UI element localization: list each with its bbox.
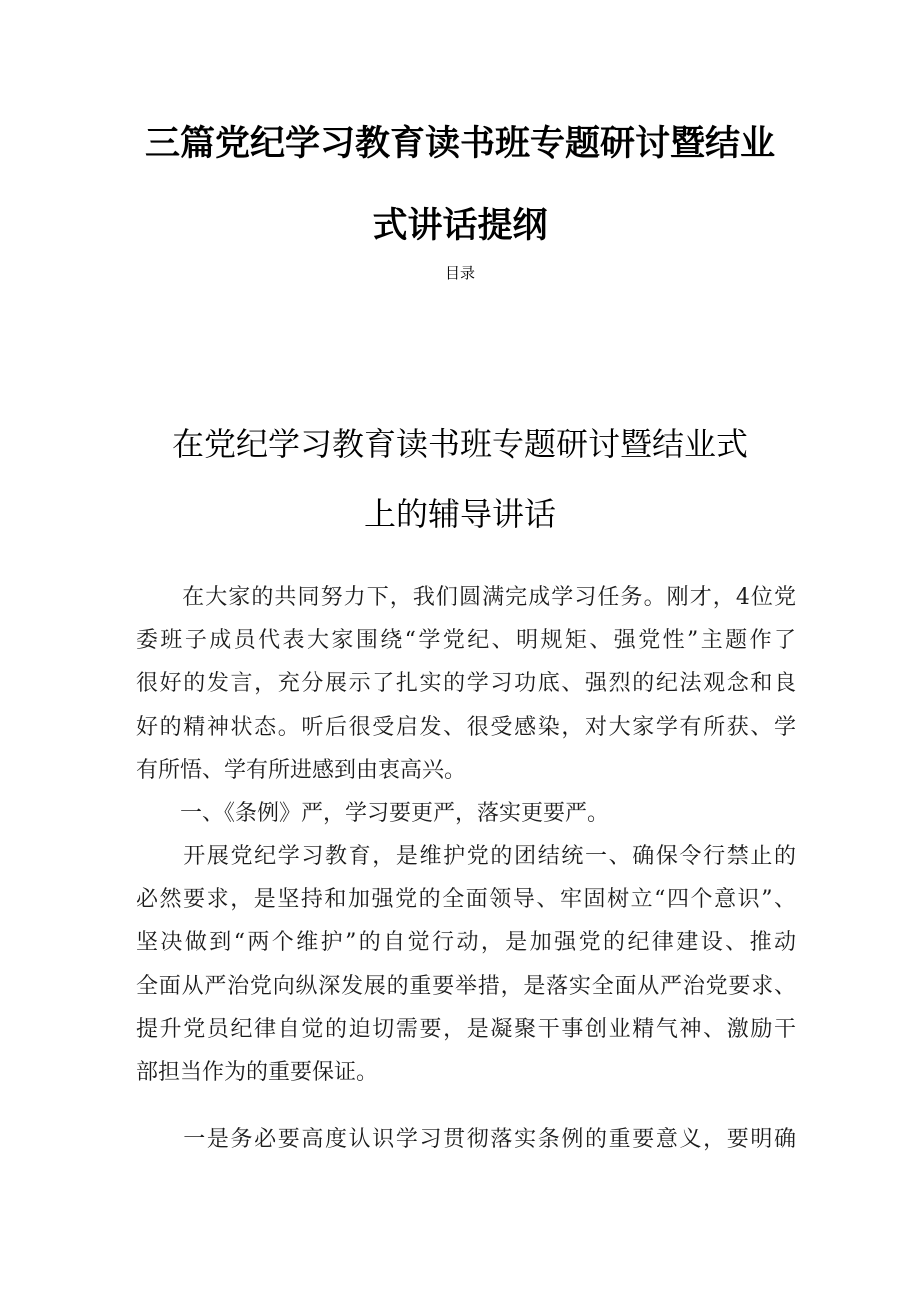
paragraph-line: 很好的发言，充分展示了扎实的学习功底、强烈的纪法观念和良 [136, 671, 796, 697]
paragraph-opening [136, 576, 796, 792]
paragraph-line: 提升党员纪律自觉的迫切需要，是凝聚干事创业精气神、激励干 [136, 1016, 796, 1042]
paragraph-line: 部担当作为的重要保证。 [136, 1059, 379, 1085]
paragraph-line: 全面从严治党向纵深发展的重要举措，是落实全面从严治党要求、 [136, 973, 796, 999]
paragraph-heading-one [136, 792, 796, 835]
paragraph-line: 委班子成员代表大家围绕“学党纪、明规矩、强党性”主题作了 [136, 628, 796, 654]
paragraph-line: 好的精神状态。听后很受启发、很受感染，对大家学有所获、学 [136, 714, 796, 740]
paragraph-line: 坚决做到“两个维护”的自觉行动，是加强党的纪律建设、推动 [136, 930, 796, 956]
section-title-line-2: 上的辅导讲话 [363, 495, 556, 533]
paragraph-line: 一是务必要高度认识学习贯彻落实条例的重要意义，要明确 [136, 1127, 796, 1152]
paragraph-point-one [136, 1118, 796, 1161]
section-title-line-1: 在党纪学习教育读书班专题研讨暨结业式 [171, 425, 748, 463]
document-title-line-1: 三篇党纪学习教育读书班专题研讨暨结业 [144, 124, 775, 164]
paragraph-line: 开展党纪学习教育，是维护党的团结统一、确保令行禁止的 [136, 844, 796, 869]
paragraph-line: 在大家的共同努力下，我们圆满完成学习任务。刚才，4位党 [136, 585, 796, 610]
paragraph-line: 一、《条例》严，学习要更严，落实更要严。 [136, 801, 610, 826]
paragraph-line: 有所悟、学有所进感到由衷高兴。 [136, 757, 467, 783]
document-title-line-2: 式讲话提纲 [372, 206, 548, 246]
paragraph-line: 必然要求，是坚持和加强党的全面领导、牢固树立“四个意识”、 [136, 887, 796, 913]
table-of-contents-label: 目录 [444, 264, 475, 282]
paragraph-significance [136, 835, 796, 1094]
